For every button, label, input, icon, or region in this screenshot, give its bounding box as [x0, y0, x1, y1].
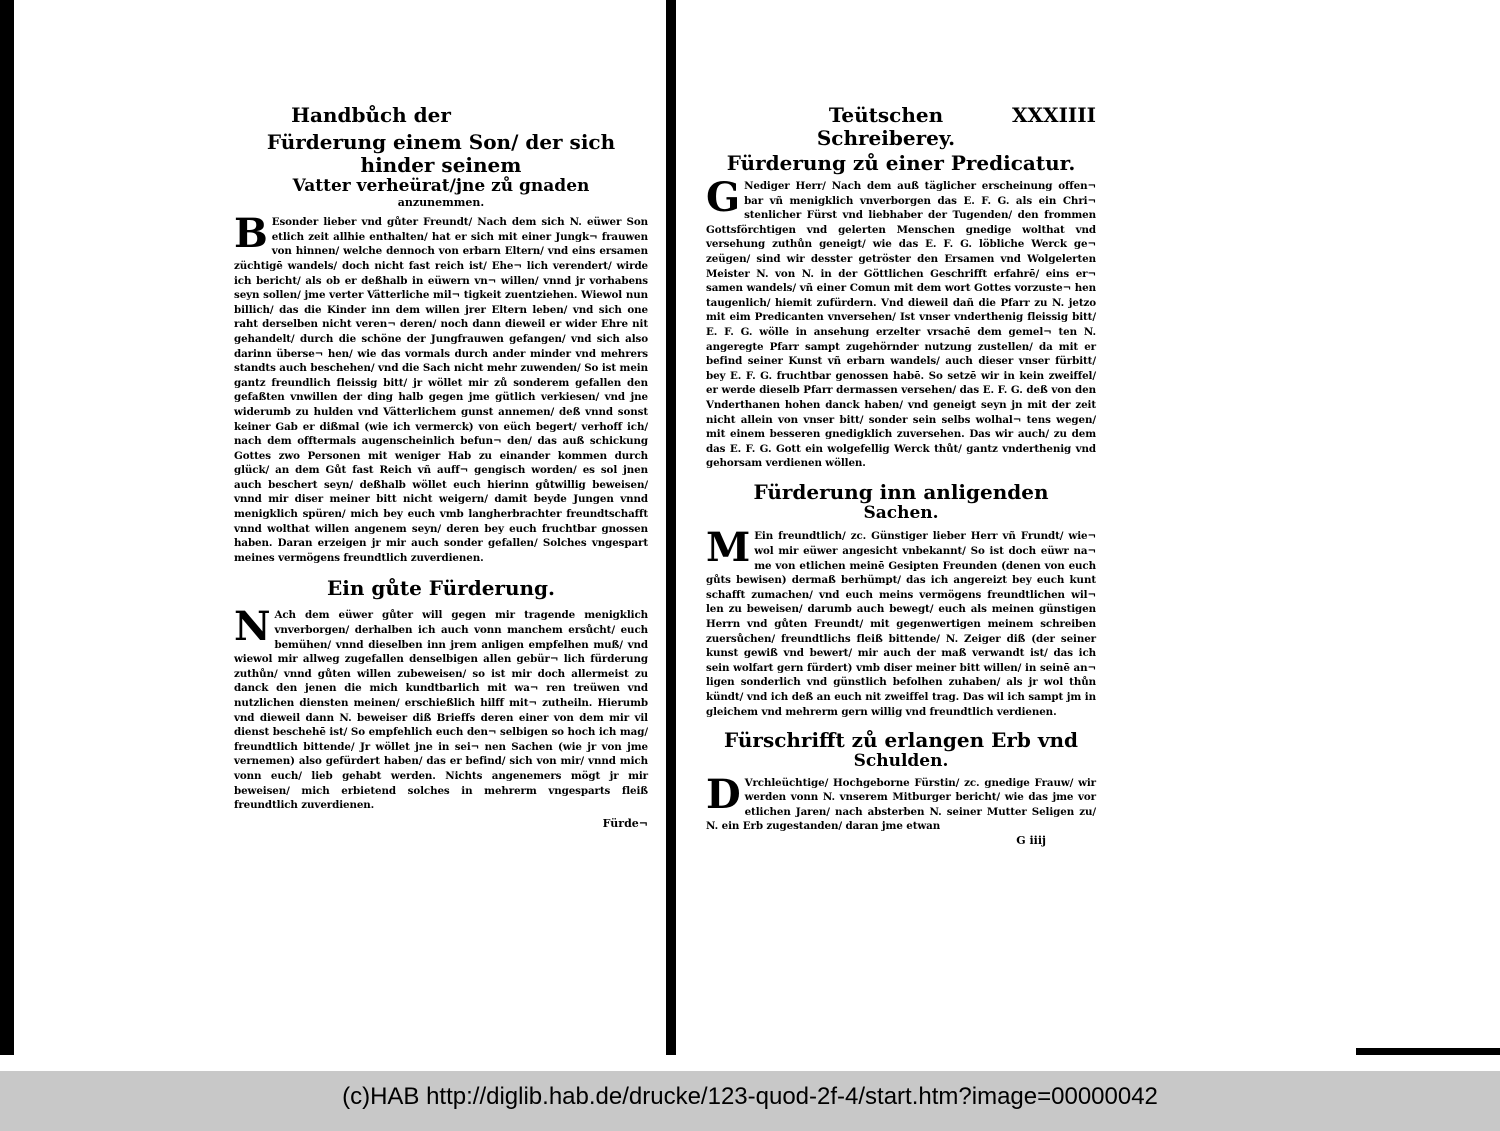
section-title: Fürderung zů einer Predicatur. [726, 151, 1076, 175]
copyright-footer [0, 1071, 1500, 1131]
signature-mark: G iiij [1016, 834, 1046, 848]
section-title-line2: Sachen. [863, 502, 939, 523]
folio-number: XXXIIII [1012, 103, 1096, 127]
left-running-head: Handbůch der [291, 103, 451, 127]
left-text-column [234, 104, 648, 830]
letter-paragraph [706, 524, 1096, 719]
letter-paragraph [706, 770, 1096, 834]
footer-url-text: (c)HAB http://diglib.hab.de/drucke/123-quod-2f-4/start.htm?image=00000042 [342, 1083, 1158, 1110]
section-title: Fürderung einem Son/ der sich hinder seinem [266, 130, 616, 177]
paragraph-text: Esonder lieber vnd gůter Freundt/ Nach dem sich N. eüwer Son etlich zeit allhie enthalten/ hat er sich mit einer Jungk¬ frauwen von hinnen/ welche dennoch von erbarn Eltern/ vnd eins ersamen züchtigē wandels/ doch nicht fast reich ist/ Ehe¬ lich verendert/ wirde ich bericht/ als ob er deßhalb in eüwern vn¬ willen/ vnnd jr vorhabens seyn sollen/ jme verter Vätterliche mil¬ tigkeit zuentziehen. Wiewol nun billich/ das die Kinder inn dem willen jrer Eltern leben/ vnd sich one raht derselben nicht veren¬ deren/ noch dann dieweil er wider Ehre nit gehandelt/ durch die schöne der Jungfrauwen gefangen/ vnd sich also darinn überse¬ hen/ wie das vormals durch ander minder vnd mehrers standts auch beschehen/ vnd die Sach nicht mehr zuwenden/ So ist mein gantz freundlich fleissig bitt/ jr wöllet mir zů sonderem gefallen den gefaßten vnwillen der ding halb gegen jme gütlich verkiesen/ vnd jne widerumb zu hulden vnd Vätterlichem gunst annemen/ deß vnnd sonst keiner Gab er dißmal (wie ich vermerck) von eüch begert/ verhoff ich/ nach dem offtermals augenscheinlich befun¬ den/ das auß schickung Gottes zwo Personen mit weniger Hab zu einander kommen durch glück/ an dem Gůt fast Reich vñ auff¬ gengisch worden/ es sol jnen auch beschert seyn/ deßhalb wöllet euch hierinn gůtwillig beweisen/ vnnd mir diser meiner bitt nicht weigern/ damit beyde Jungen vnnd menigklich spüren/ mich bey euch vmb langherbrachter freundtschafft vnnd wolthat willen angenem seyn/ deren bey euch fruchtbar gnossen haben. Daran erzeigen jr mir auch sonder gefallen/ Solches vngespart meines vermögens freundtlich zuverdienen. [234, 216, 648, 564]
drop-cap: M [706, 524, 751, 572]
right-text-column [706, 104, 1096, 847]
section-title-line2: Vatter verheürat/jne zů gnaden [292, 176, 590, 196]
left-scan-edge [0, 0, 14, 1055]
section-title: Fürschrifft zů erlangen Erb vnd [724, 728, 1078, 753]
letter-paragraph [234, 210, 648, 565]
right-running-head: Teütschen Schreiberey. [816, 103, 956, 150]
paragraph-text: Ein freundtlich/ zc. Günstiger lieber Herr vñ Frundt/ wie¬ wol mir eüwer angesicht vnbekannt/ So ist doch eüwr na¬ me von etlichen meinē Gesipten Freunden (denen von euch gůts bewisen) dermaß berhümpt/ das ich angereizt bey euch kunt schafft zumachen/ vnd euch meins vermögens freundtlichen wil¬ len zu beweisen/ darumb auch bewegt/ euch als meinen günstigen Herrn vnd gůten Freundt/ mit gegenwertigen meinem schreiben zuersůchen/ freundtlichs fleiß bittende/ N. Zeiger diß (der seiner kunst gewiß vnd bewert/ mir auch der maß verwandt ist/ das ich sein wolfart gern fürdert) vmb diser meiner bitt willen/ in seinē an¬ ligen sonderlich vnd günstlich befolhen zuhaben/ als jr wol thůn kündt/ vnd ich deß an euch nit zweiffel trag. Das wil ich sampt jm in gleichem vnd mehrerm gern willig vnd freundtlich verdienen. [706, 530, 1096, 718]
running-head-line [706, 104, 1096, 150]
catchword: Fürde¬ [602, 816, 648, 830]
drop-cap: G [706, 174, 741, 221]
section-title: Ein gůte Fürderung. [327, 576, 555, 601]
gutter-shadow [666, 0, 676, 1055]
section-title-line3: anzunemmen. [397, 195, 485, 209]
drop-cap: N [234, 603, 271, 651]
drop-cap: B [234, 210, 268, 258]
left-page [14, 0, 666, 1055]
letter-paragraph [234, 603, 648, 812]
section-title-line2: Schulden. [853, 751, 949, 772]
paragraph-text: Ach dem eüwer gůter will gegen mir tragende menigklich vnverborgen/ derhalben ich auch vonn manchem ersůcht/ euch bemühen/ vnnd dieselben inn jrem anligen empfelhen muß/ vnd wiewol mir allweg zugefallen denselbigen allen gebür¬ lich fürderung zuthůn/ vnnd gůten willen zubeweisen/ so ist mir doch allermeist zu danck den jenen die mich kundtbarlich mit wa¬ ren treüwen vnd nutzlichen diensten meinen/ erschießlich hilff mit¬ zutheiln. Hierumb vnd dieweil dann N. beweiser diß Brieffs deren einer von dem mir vil dienst beschehē ist/ So empfehlich euch den¬ selbigen so hoch ich mag/ freundtlich bittende/ Jr wöllet jne in sei¬ nen Sachen (wie jr von jme vernemen) also gefürdert haben/ das er befind/ sich von mir/ vnnd mich vonn euch/ lieb gehabt werden. Nichts angenemers mögt jr mir beweisen/ mich erbietend solches in mehrerm vngesparts fleiß freundtlich zuverdienen. [234, 609, 648, 812]
paragraph-text: Nediger Herr/ Nach dem auß täglicher erscheinung offen¬ bar vñ menigklich vnverborgen das E. F. G. als ein Chri¬ stenlicher Fürst vnd liebhaber der Tugenden/ den frommen Gottsförchtigen vnd gelerten Menschen gnedige wolthat vnd versehung zuthůn geneigt/ wie das E. F. G. löbliche Werck ge¬ zeügen/ sind wir desster getröster den Ersamen vnd Wolgelerten Meister N. von N. in der Göttlichen Geschrifft erfahrē/ eins er¬ samen wandels/ vñ einer Comun mit dem wort Gottes vorzuste¬ hen taugenlich/ hiemit zufürdern. Vnd dieweil dañ die Pfarr zu N. jetzo mit eim Predicanten vnversehen/ Ist vnser vnderthenig fleissig bitt/ E. F. G. wölle in ansehung erzelter vrsachē dem gemel¬ ten N. angeregte Pfarr sampt zugehörnder nutzung zustellen/ da mit er befind seiner Kunst vñ erbarn wandels/ auch dieser vnser fürbitt/ bey E. F. G. fruchtbar genossen habē. So setzē wir in kein zweiffel/ er werde dieselb Pfarr dermassen versehen/ das E. F. G. deß von den Vnderthanen hohen danck haben/ vnd geneigt seyn jn mit der zeit nicht allein von vnser bitt/ sonder sein selbs wolhal¬ tens wegen/ mit einem besseren gnedigklich zuversehen. Das wir auch/ zu dem das E. F. G. Gott ein wolgefellig Werck thůt/ gantz vnderthenig vnd gehorsam verdienen wöllen. [706, 180, 1096, 470]
right-page [676, 0, 1356, 1055]
paragraph-text: Vrchleüchtige/ Hochgeborne Fürstin/ zc. gnedige Frauw/ wir werden vonn N. vnserem Mitburger bericht/ wie das jme vor etlichen Jaren/ nach absterben N. seiner Mutter Seligen zu/ N. ein Erb zugestanden/ daran jme etwan [706, 776, 1096, 833]
section-title: Fürderung inn anligenden [753, 479, 1049, 504]
drop-cap: D [706, 770, 741, 818]
letter-paragraph [706, 174, 1096, 471]
